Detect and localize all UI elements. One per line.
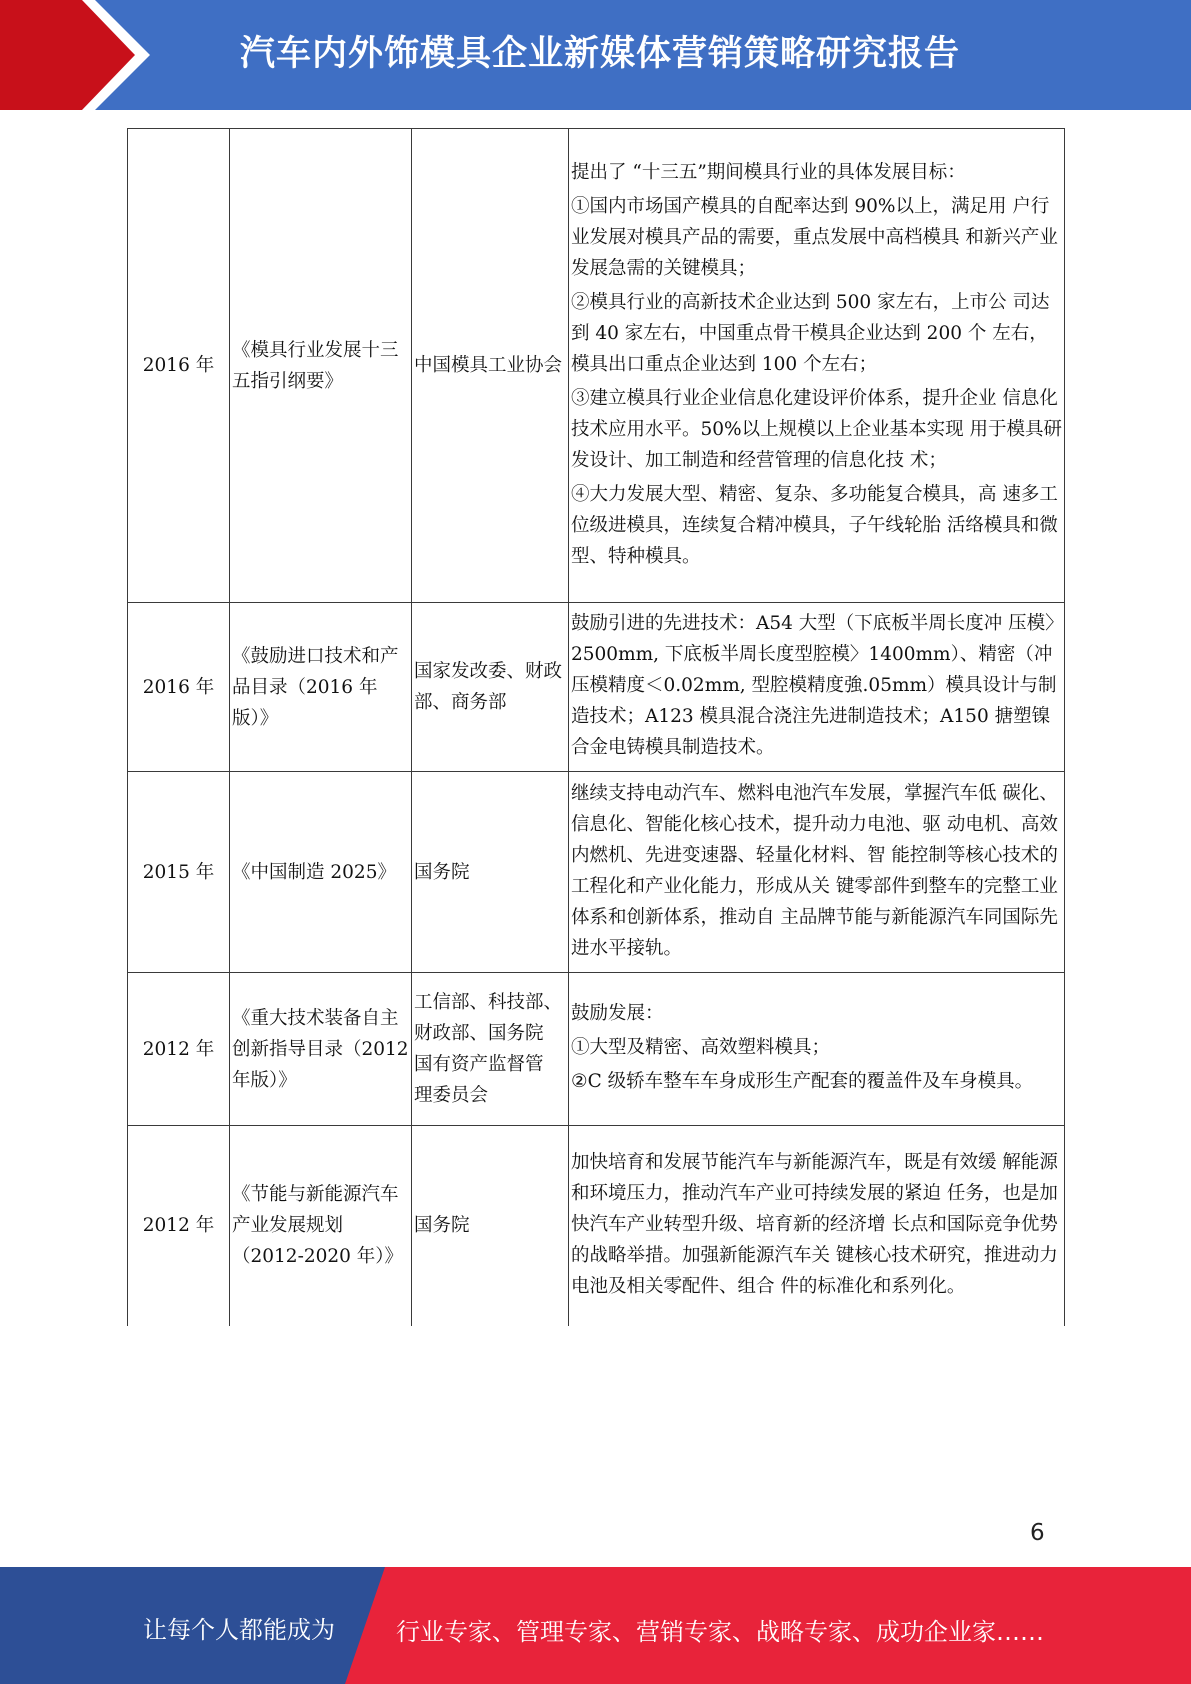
year-cell: 2012 年 xyxy=(128,1126,230,1326)
content-paragraph: 继续支持电动汽车、燃料电池汽车发展，掌握汽车低 碳化、信息化、智能化核心技术，提升动力电池、驱 动电机、高效内燃机、先进变速器、轻量化材料、智 能控制等核心技术的工程化和产业化能力，形成从关 键零部件到整车的完整工业体系和创新体系，推动自 主品牌节能与新能源汽车同国际先进水平接轨。 xyxy=(571,782,1058,959)
content-cell xyxy=(569,973,1065,1126)
year-cell: 2016 年 xyxy=(128,603,230,772)
content-cell xyxy=(569,1126,1065,1326)
table-row xyxy=(128,772,1065,973)
year-cell: 2015 年 xyxy=(128,772,230,973)
document-cell: 《模具行业发展十三五指引纲要》 xyxy=(230,129,412,603)
table-row xyxy=(128,129,1065,603)
document-cell: 《节能与新能源汽车产业发展规划（2012-2020 年）》 xyxy=(230,1126,412,1326)
content-cell xyxy=(569,603,1065,772)
page-header xyxy=(0,0,1191,110)
content-paragraph: 提出了 “十三五”期间模具行业的具体发展目标： xyxy=(571,161,966,183)
issuer-cell: 国务院 xyxy=(412,772,569,973)
issuer-cell: 工信部、科技部、 财政部、国务院 国有资产监督管 理委员会 xyxy=(412,973,569,1126)
content-paragraph: ②模具行业的高新技术企业达到 500 家左右，上市公 司达到 40 家左右，中国重点骨干模具企业达到 200 个 左右，模具出口重点企业达到 100 个左右； xyxy=(571,291,1050,375)
table-row xyxy=(128,1126,1065,1326)
content-paragraph: ③建立模具行业企业信息化建设评价体系，提升企业 信息化技术应用水平。50%以上规模以上企业基本实现 用于模具研发设计、加工制造和经营管理的信息化技 术； xyxy=(571,387,1063,471)
document-cell: 《重大技术装备自主创新指导目录（2012 年版）》 xyxy=(230,973,412,1126)
content-paragraph: ②C 级轿车整车车身成形生产配套的覆盖件及车身模具。 xyxy=(571,1071,1034,1092)
content-paragraph: ①大型及精密、高效塑料模具； xyxy=(571,1037,831,1058)
table-row xyxy=(128,603,1065,772)
policy-table xyxy=(127,128,1065,1326)
report-title: 汽车内外饰模具企业新媒体营销策略研究报告 xyxy=(240,34,961,74)
content-paragraph: ①国内市场国产模具的自配率达到 90%以上，满足用 户行业发展对模具产品的需要，重点发展中高档模具 和新兴产业发展急需的关键模具； xyxy=(571,195,1058,279)
page-number: 6 xyxy=(1030,1520,1045,1546)
content-cell xyxy=(569,129,1065,603)
issuer-cell: 国家发改委、财政部、商务部 xyxy=(412,603,569,772)
table-row xyxy=(128,973,1065,1126)
page-footer xyxy=(0,1567,1191,1684)
year-cell: 2016 年 xyxy=(128,129,230,603)
issuer-cell: 国务院 xyxy=(412,1126,569,1326)
footer-slogan-right: 行业专家、管理专家、营销专家、战略专家、成功企业家…… xyxy=(396,1618,1044,1646)
document-cell: 《鼓励进口技术和产品目录（2016 年版）》 xyxy=(230,603,412,772)
content-paragraph: ④大力发展大型、精密、复杂、多功能复合模具，高 速多工位级进模具，连续复合精冲模具，子午线轮胎 活络模具和微型、特种模具。 xyxy=(571,483,1058,567)
content-paragraph: 加快培育和发展节能汽车与新能源汽车，既是有效缓 解能源和环境压力，推动汽车产业可持续发展的紧迫 任务，也是加快汽车产业转型升级、培育新的经济增 长点和国际竞争优势的战略举措。加强新能源汽车关 键核心技术研究，推进动力电池及相关零配件、组合 件的标准化和系列化。 xyxy=(571,1151,1058,1297)
content-paragraph: 鼓励发展： xyxy=(571,1003,664,1024)
issuer-cell: 中国模具工业协会 xyxy=(412,129,569,603)
content-cell xyxy=(569,772,1065,973)
document-cell: 《中国制造 2025》 xyxy=(230,772,412,973)
content-paragraph: 鼓励引进的先进技术：A54 大型（下底板半周长度冲 压模〉2500mm, 下底板半周长度型腔模〉1400mm）、精密（冲压模精度＜0.02mm, 型腔模精度強.05mm）模具设计与制造技术；A123 模具混合浇注先进制造技术；A150 搪塑镍合金电铸模具制造技术。 xyxy=(571,613,1057,758)
year-cell: 2012 年 xyxy=(128,973,230,1126)
footer-slogan-left: 让每个人都能成为 xyxy=(143,1616,335,1644)
